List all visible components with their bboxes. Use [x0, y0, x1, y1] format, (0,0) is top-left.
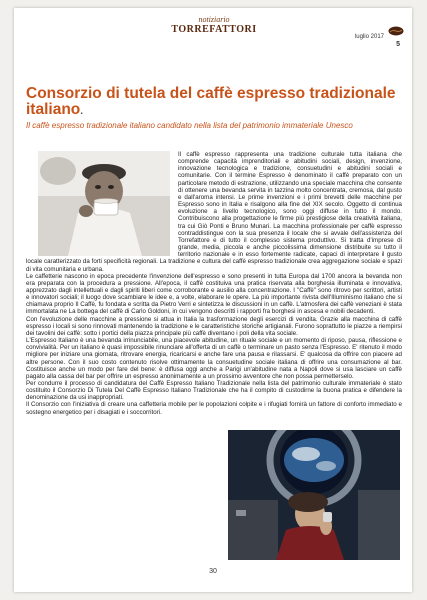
footer-page-number: 30: [209, 568, 217, 575]
body-paragraph: Il caffè espresso rappresenta una tradizione culturale tutta italiana che comprende capacità imprenditoriali e abitudini sociali, design, invenzione, innovazione tecnologica e tradizione, consuetudini e abitudini sociali e comunitarie. Con il termine Espresso è denominato il caffè preparato con un particolare metodo di estrazione, utilizzando una speciale macchina che consente di ottenere una bevanda servita in tazzina molto concentrata, cremosa, dal gusto e dall'aroma intensi. Le prime invenzioni e i primi brevetti delle macchine per Espresso sono in Italia e risalgono alla fine del XIX secolo. Oggetto di continua evoluzione a livello tecnologico, sono oggi diffuse in tutto il mondo. Contribuiscono alla progettazione le firme più prestigiose della creatività italiana, tra cui Giò Ponti e Bruno Munari. La macchina professionale per caffè espresso contraddistingue con la sua presenza il locale che si avvale dell'assistenza del Torrefattore e di tutto il complesso sistema produttivo. Si tratta d'imprese di grande, media, piccola e anche piccolissima dimensione distribuite su tutto il territorio nazionale e in esso fortemente radicate, capaci di interpretare il gusto locale caratterizzato da forti specificità regionali. La tradizione e cultura del caffè espresso tradizionale crea aggregazione sociale e spazi di vita comunitaria e urbana.: [26, 151, 402, 273]
page-header: [14, 8, 412, 64]
body-paragraph: Il Consorzio con l'iniziativa di creare una caffetteria mobile per le popolazioni colpite e i rifugiati fornirà un fattore di conforto immediato e sostegno energetico per i disagiati e i soccorritori.: [26, 401, 402, 416]
body-paragraph: Le caffetterie nascono in epoca precedente l'invenzione dell'espresso e sono presenti in tutta Europa dal 1700 ancora la bevanda non era preparata con la procedura a pressione. All'epoca, il caffè costituiva una pratica riservata alla borghesia illuminata e innovativa, apprezzato dagli intellettuali e dagli spiriti liberi come corroborante e ausilio alla concentrazione. I "Caffè" sono ritrovo per scrittori, artisti e innovatori sociali; il luogo dove scambiare le idee e, a volte, elaborare le opere. La più importante rivista dell'Illuminismo italiano che si chiamava proprio Il Caffè, fu fondata e scritta da Pietro Verri e sintetizza le discussioni in un caffè. L'atmosfera dei caffè veneziani è stata immortalata ne La bottega del caffè di Carlo Goldoni, in cui vengono descritti i rapporti fra borghesi in ascesa e nobili decadenti.: [26, 272, 402, 316]
newsletter-logo: [164, 15, 264, 35]
title-period: .: [80, 106, 84, 117]
article-title-text: Consorzio di tutela del caffè espresso tradizionale italiano: [26, 85, 396, 118]
article-title: [26, 86, 406, 120]
coffee-bean-icon: [388, 26, 404, 36]
document-page: [14, 8, 412, 592]
header-page-number: 5: [396, 41, 400, 48]
logo-line-2: TORREFATTORI: [171, 24, 257, 35]
body-paragraph: Per condurre il processo di candidatura del Caffè Espresso Italiano Tradizionale nella lista del patrimonio culturale immateriale è stato costituito il Consorzio Di Tutela Del Caffè Espresso Italiano Tradizionale che ha il compito di custodirne la buona pratica e difendere la denominazione da usi inappropriati.: [26, 380, 402, 402]
body-paragraph: Con l'evoluzione delle macchine a pressione si attua in Italia la trasformazione degli esercizi di vendita. Grazie alla macchina di caffè espresso i locali si sono rinnovati mantenendo la tradizione e le caratteristiche storiche artigianali. Furono soprattutto le piazze a riempirsi dei tavolini dei caffè: sotto i portici della piazza principale più caffè diventano i poli della vita sociale.: [26, 315, 402, 337]
body-paragraph: L'Espresso Italiano è una bevanda irrinunciabile, una piacevole abitudine, un rituale sociale e un momento di riposo, pausa, riflessione e convivialità. Per un italiano è quasi impossibile rinunciare all'offerta di un caffè o terminare un pasto senza l'Espresso. E' ritenuto il modo migliore per iniziare una giornata, ritrovare energia, ricaricarsi e anche fare una pausa e rilassarsi. E' qualcosa da offrire con piacere ad altre persone. Con il suo costo contenuto risolve ottimamente la consuetudine sociale italiana di offrire una consumazione al bar. Costituisce anche un modo per fare del bene: è diffusa oggi anche a Parigi un'abitudine nata a Napoli dove si usa lasciare un caffè pagato alla cassa del bar per offrire un espresso anonimamente a un prossimo avventore che non possa permetterselo.: [26, 337, 402, 380]
astronaut-drinking-coffee-photo: [228, 430, 400, 560]
child-drinking-coffee-photo: [38, 151, 170, 256]
issue-date: luglio 2017: [354, 34, 384, 40]
article-subtitle: Il caffè espresso tradizionale italiano candidato nella lista del patrimonio immateriale Unesco: [26, 121, 353, 130]
logo-line-1: notiziario: [198, 15, 230, 24]
